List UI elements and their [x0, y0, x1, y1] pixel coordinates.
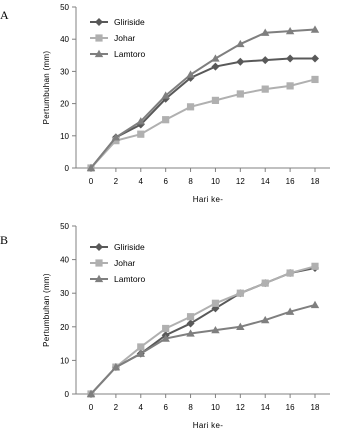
x-tick-label: 18: [310, 177, 320, 186]
data-point: [286, 55, 294, 63]
data-point: [261, 56, 269, 64]
x-tick-label: 6: [163, 403, 168, 412]
data-point: [186, 70, 194, 77]
chart-a: [0, 0, 346, 215]
panel-b-label: B: [0, 233, 9, 247]
x-axis-title: Hari ke-: [192, 421, 224, 430]
legend-label: Lamtoro: [114, 274, 146, 284]
y-tick-label: 30: [60, 289, 69, 299]
data-point: [162, 325, 169, 332]
x-tick-label: 10: [210, 403, 220, 412]
y-axis-title: Pertumbuhan (mm): [42, 273, 51, 347]
data-point: [137, 343, 144, 350]
legend-item: [90, 17, 145, 27]
legend-marker: [95, 243, 103, 251]
legend-item: [90, 258, 135, 268]
panel-a-label: A: [0, 8, 9, 22]
data-point: [311, 301, 319, 308]
y-tick-label: 10: [60, 131, 69, 141]
data-point: [262, 280, 269, 287]
y-tick-label: 50: [60, 222, 69, 231]
x-tick-label: 0: [88, 177, 94, 186]
x-tick-label: 16: [285, 403, 295, 412]
legend: [90, 242, 145, 284]
y-axis-title: Pertumbuhan (mm): [42, 50, 51, 125]
data-point: [311, 76, 318, 83]
x-tick-label: 16: [285, 177, 295, 186]
data-point: [187, 103, 194, 110]
y-tick-label: 50: [60, 3, 69, 12]
y-tick-label: 20: [60, 99, 69, 109]
y-tick-label: 20: [60, 322, 69, 332]
x-tick-label: 0: [88, 403, 94, 412]
data-point: [211, 63, 219, 71]
x-tick-label: 2: [113, 177, 119, 186]
legend-marker: [95, 259, 102, 266]
y-tick-label: 0: [64, 390, 69, 399]
chart-b: [0, 220, 346, 435]
y-tick-label: 40: [60, 255, 69, 265]
x-tick-label: 14: [260, 177, 270, 186]
data-point: [236, 58, 244, 66]
x-axis-title: Hari ke-: [192, 195, 224, 204]
legend-marker: [95, 18, 103, 26]
legend-item: [90, 33, 135, 43]
series-line: [91, 79, 315, 168]
legend-label: Johar: [114, 33, 136, 43]
data-point: [311, 263, 318, 270]
data-point: [237, 90, 244, 97]
legend-label: Lamtoro: [114, 49, 146, 59]
legend-marker: [95, 34, 102, 41]
series-line: [91, 266, 315, 394]
x-tick-label: 2: [113, 403, 119, 412]
x-tick-label: 10: [210, 177, 220, 186]
series-johar: [87, 76, 318, 172]
x-tick-label: 4: [138, 177, 144, 186]
data-point: [187, 313, 194, 320]
y-tick-label: 30: [60, 67, 69, 77]
y-tick-label: 40: [60, 35, 69, 45]
legend-label: Gliriside: [114, 242, 145, 252]
series-gliriside: [87, 55, 319, 172]
legend-label: Gliriside: [114, 17, 145, 27]
x-tick-label: 6: [163, 177, 168, 186]
data-point: [262, 86, 269, 93]
legend-item: [90, 242, 145, 252]
series-lamtoro: [87, 25, 319, 171]
data-point: [137, 131, 144, 138]
x-tick-label: 4: [138, 403, 144, 412]
series-line: [91, 305, 315, 394]
x-tick-label: 12: [235, 177, 245, 186]
x-tick-label: 18: [310, 403, 320, 412]
series-line: [91, 59, 315, 168]
legend-item: [90, 274, 145, 284]
x-tick-label: 12: [235, 403, 245, 412]
data-point: [311, 55, 319, 63]
data-point: [162, 116, 169, 123]
y-tick-label: 0: [64, 164, 69, 173]
data-point: [211, 54, 219, 61]
data-point: [287, 269, 294, 276]
legend: [90, 17, 145, 59]
x-tick-label: 8: [188, 177, 193, 186]
legend-label: Johar: [114, 258, 136, 268]
x-tick-label: 8: [188, 403, 193, 412]
data-point: [212, 97, 219, 104]
data-point: [237, 290, 244, 297]
data-point: [287, 82, 294, 89]
y-tick-label: 10: [60, 356, 69, 366]
legend-item: [90, 49, 145, 59]
x-tick-label: 14: [260, 403, 270, 412]
data-point: [212, 300, 219, 307]
